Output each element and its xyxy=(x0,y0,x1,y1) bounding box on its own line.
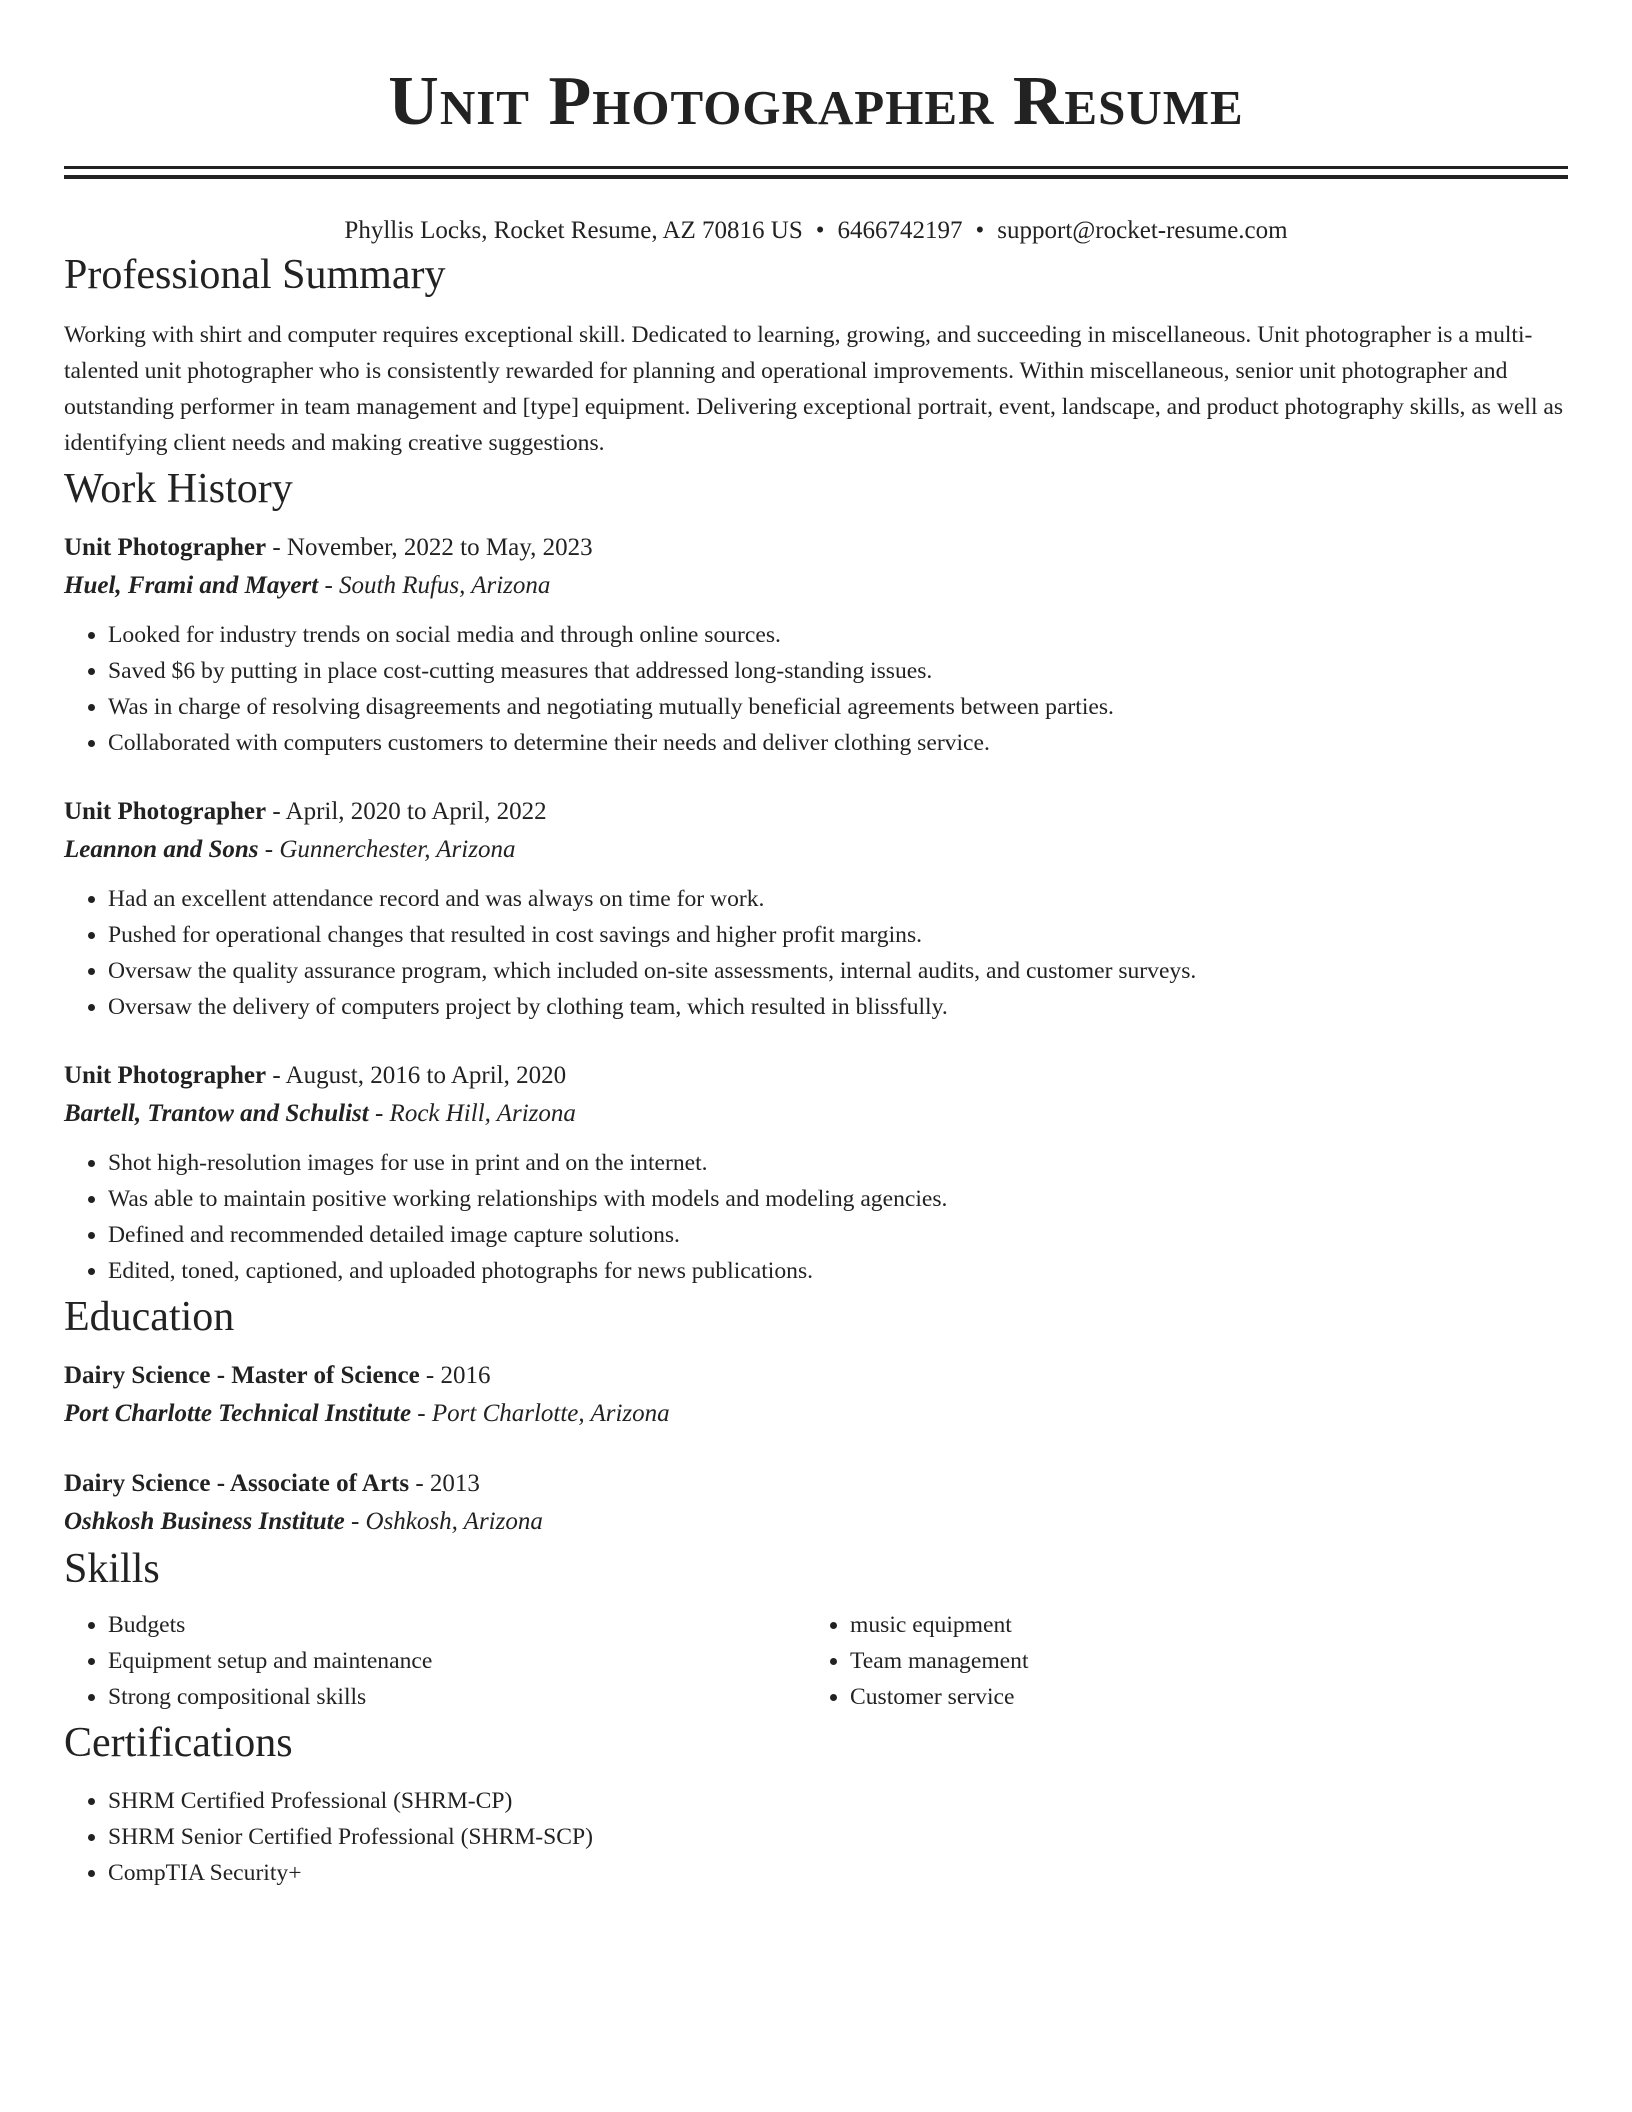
job-title: Unit Photographer xyxy=(64,798,267,825)
list-item: • Budgets xyxy=(108,1607,806,1643)
job-dates: - November, 2022 to May, 2023 xyxy=(266,534,593,561)
skills-columns xyxy=(64,1607,1568,1715)
job-location: - South Rufus, Arizona xyxy=(318,572,551,599)
job-dates: - April, 2020 to April, 2022 xyxy=(266,798,547,825)
list-item: • Shot high-resolution images for use in print and on the internet. xyxy=(108,1145,1568,1181)
title-divider xyxy=(64,166,1568,179)
list-item: • Had an excellent attendance record and was always on time for work. xyxy=(108,881,1568,917)
education-year: - 2016 xyxy=(419,1362,491,1389)
education-degree-line xyxy=(64,1465,1568,1503)
contact-separator: • xyxy=(815,217,825,244)
education-school-line xyxy=(64,1395,1568,1433)
job-company: Huel, Frami and Mayert xyxy=(64,572,319,599)
list-item: • Looked for industry trends on social media and through online sources. xyxy=(108,617,1568,653)
list-item: • Was able to maintain positive working relationships with models and modeling agencies. xyxy=(108,1181,1568,1217)
job-title: Unit Photographer xyxy=(64,534,267,561)
contact-email: support@rocket-resume.com xyxy=(997,217,1288,244)
job-location: - Rock Hill, Arizona xyxy=(368,1100,576,1127)
education-entry xyxy=(64,1357,1568,1433)
education-degree: Dairy Science - Master of Science xyxy=(64,1362,420,1389)
education-degree-line xyxy=(64,1357,1568,1395)
list-item: • Defined and recommended detailed image capture solutions. xyxy=(108,1217,1568,1253)
job-title-line xyxy=(64,1057,1568,1095)
contact-separator: • xyxy=(975,217,985,244)
job-company-line xyxy=(64,831,1568,869)
list-item: • SHRM Senior Certified Professional (SHRM-SCP) xyxy=(108,1819,1568,1855)
job-location: - Gunnerchester, Arizona xyxy=(258,836,516,863)
list-item: • Customer service xyxy=(850,1679,1548,1715)
contact-phone: 6466742197 xyxy=(837,217,963,244)
list-item: • Oversaw the delivery of computers project by clothing team, which resulted in blissfully. xyxy=(108,989,1568,1025)
section-heading-summary: Professional Summary xyxy=(64,252,446,298)
education-degree: Dairy Science - Associate of Arts xyxy=(64,1470,410,1497)
education-year: - 2013 xyxy=(409,1470,480,1497)
job-entry xyxy=(64,1057,1568,1289)
divider-line-top xyxy=(64,166,1568,169)
education-school-line xyxy=(64,1503,1568,1541)
list-item: • Team management xyxy=(850,1643,1548,1679)
job-company: Leannon and Sons xyxy=(64,836,259,863)
education-location: - Oshkosh, Arizona xyxy=(344,1508,543,1535)
list-item: • Equipment setup and maintenance xyxy=(108,1643,806,1679)
list-item: • Oversaw the quality assurance program, which included on-site assessments, internal audits, and customer surveys. xyxy=(108,953,1568,989)
job-bullets xyxy=(64,881,1568,1025)
job-dates: - August, 2016 to April, 2020 xyxy=(266,1062,567,1089)
contact-line xyxy=(64,215,1568,247)
summary-text: Working with shirt and computer requires exceptional skill. Dedicated to learning, growing, and succeeding in miscellaneous. Unit photographer is a multi-talented unit photographer who is consistently rewarded for planning and operational improvements. Within miscellaneous, senior unit photographer and outstanding performer in team management and [type] equipment. Delivering exceptional portrait, event, landscape, and product photography skills, as well as identifying client needs and making creative suggestions. xyxy=(64,322,1564,456)
list-item: • music equipment xyxy=(850,1607,1548,1643)
list-item: • Was in charge of resolving disagreements and negotiating mutually beneficial agreements between parties. xyxy=(108,689,1568,725)
job-entry xyxy=(64,529,1568,761)
education-school: Port Charlotte Technical Institute xyxy=(64,1400,412,1427)
education-entry xyxy=(64,1465,1568,1541)
contact-address: Phyllis Locks, Rocket Resume, AZ 70816 US xyxy=(344,217,803,244)
job-bullets xyxy=(64,617,1568,761)
divider-line-bottom xyxy=(64,175,1568,179)
resume-title: Unit Photographer Resume xyxy=(388,63,1244,140)
education-location: - Port Charlotte, Arizona xyxy=(411,1400,670,1427)
list-item: • Edited, toned, captioned, and uploaded photographs for news publications. xyxy=(108,1253,1568,1289)
list-item: • Strong compositional skills xyxy=(108,1679,806,1715)
job-entry xyxy=(64,793,1568,1025)
job-company-line xyxy=(64,1095,1568,1133)
list-item: • SHRM Certified Professional (SHRM-CP) xyxy=(108,1783,1568,1819)
job-title-line xyxy=(64,793,1568,831)
section-heading-education: Education xyxy=(64,1294,235,1340)
job-bullets xyxy=(64,1145,1568,1289)
section-heading-skills: Skills xyxy=(64,1546,160,1592)
section-heading-work-history: Work History xyxy=(64,466,293,512)
list-item: • CompTIA Security+ xyxy=(108,1855,1568,1891)
job-title-line xyxy=(64,529,1568,567)
job-company-line xyxy=(64,567,1568,605)
list-item: • Collaborated with computers customers to determine their needs and deliver clothing service. xyxy=(108,725,1568,761)
education-school: Oshkosh Business Institute xyxy=(64,1508,345,1535)
skills-list-left xyxy=(64,1607,806,1715)
list-item: • Pushed for operational changes that resulted in cost savings and higher profit margins. xyxy=(108,917,1568,953)
list-item: • Saved $6 by putting in place cost-cutting measures that addressed long-standing issues. xyxy=(108,653,1568,689)
job-company: Bartell, Trantow and Schulist xyxy=(64,1100,369,1127)
skills-list-right xyxy=(806,1607,1548,1715)
certifications-list xyxy=(64,1783,1568,1891)
section-heading-certifications: Certifications xyxy=(64,1720,293,1766)
job-title: Unit Photographer xyxy=(64,1062,267,1089)
